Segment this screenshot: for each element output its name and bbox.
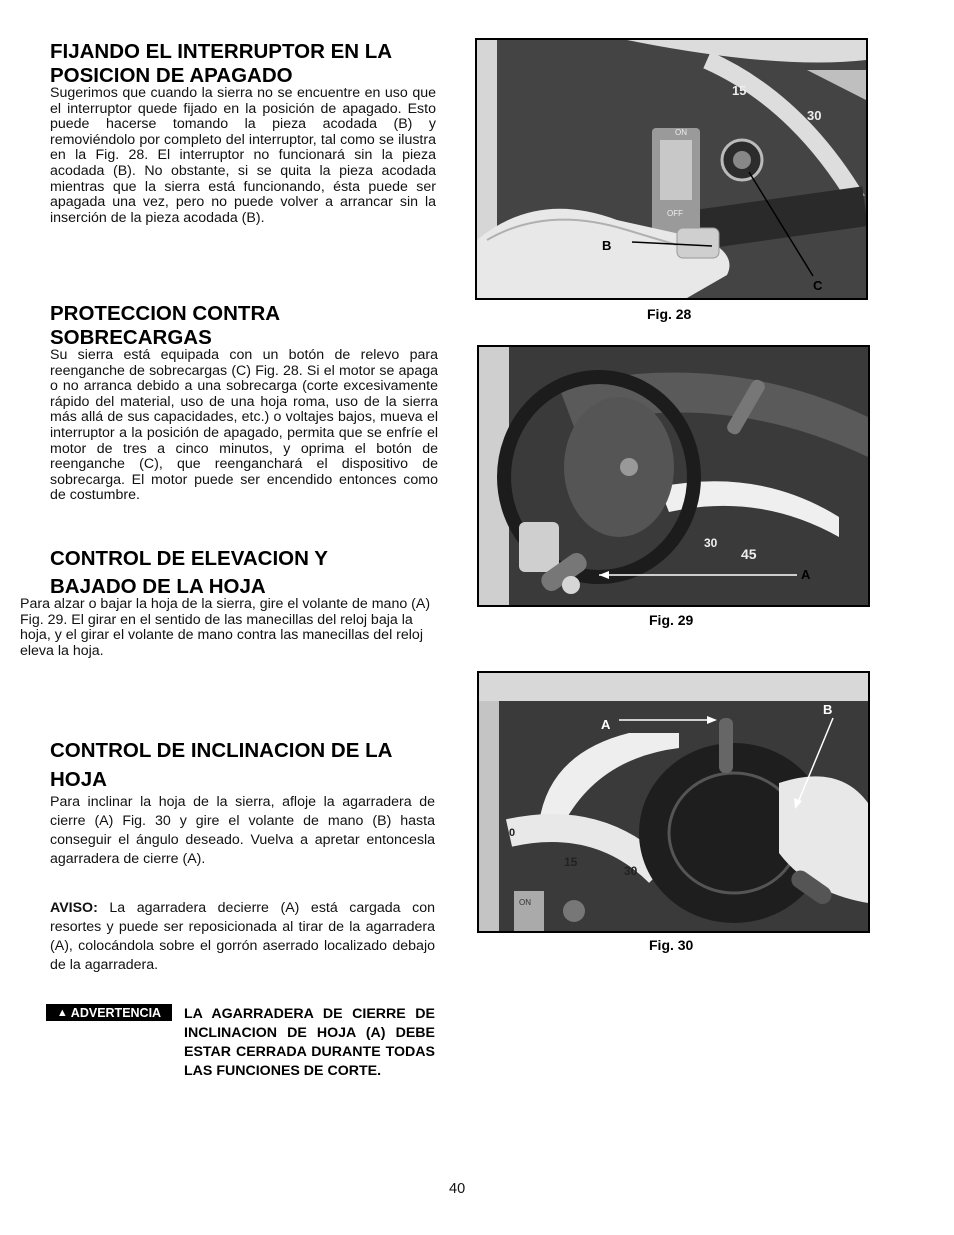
fig28-scale-30: 30 bbox=[807, 108, 822, 123]
heading-elevation-line2: BAJADO DE LA HOJA bbox=[50, 575, 266, 598]
paragraph-notice bbox=[50, 899, 435, 975]
fig29-scale-30: 30 bbox=[704, 536, 718, 550]
figure-30-photo bbox=[477, 671, 870, 933]
fig30-label-b: B bbox=[823, 702, 833, 717]
figure-28-photo bbox=[475, 38, 868, 300]
paragraph-switch-lock: Sugerimos que cuando la sierra no se encuentre en uso que el interruptor quede fijado en la posición de apagado. Esto puede hacerse tomando la pieza acodada (B) y removiéndolo por completo del interruptor, tal como se ilustra en la Fig. 28. El interruptor no funcionará sin la pieza acodada (B). No obstante, si se quita la pieza acodada mientras que la sierra está funcionando, ésta puede ser apagada una vez, pero no puede volver a arrancar sin la inserción de la pieza acodada (B). bbox=[50, 85, 436, 226]
heading-elevation-line1: CONTROL DE ELEVACION Y bbox=[50, 547, 328, 570]
fig28-switch-off-text: OFF bbox=[667, 209, 683, 218]
fig28-label-b: B bbox=[602, 238, 612, 253]
heading-switch-lock: FIJANDO EL INTERRUPTOR EN LA POSICION DE APAGADO bbox=[50, 40, 392, 87]
fig30-label-a: A bbox=[601, 717, 611, 732]
heading-bevel bbox=[50, 736, 440, 794]
fig30-switch-on-text: ON bbox=[519, 898, 531, 907]
fig30-scale-0: 0 bbox=[509, 827, 516, 839]
paragraph-bevel: Para inclinar la hoja de la sierra, afloje la agarradera de cierre (A) Fig. 30 y gire el volante de mano (B) hasta conseguir el ángulo deseado. Vuelva a apretar entoncesla agarradera de cierre (A). bbox=[50, 794, 435, 867]
fig30-scale-30: 30 bbox=[624, 864, 638, 878]
figure-28-caption: Fig. 28 bbox=[647, 306, 692, 322]
warning-text: LA AGARRADERA DE CIERRE DE INCLINACION DE HOJA (A) DEBE ESTAR CERRADA DURANTE TODAS LAS FUNCIONES DE CORTE. bbox=[184, 1006, 435, 1079]
heading-bevel-line2: HOJA bbox=[50, 768, 107, 791]
warning-badge bbox=[46, 1004, 172, 1021]
paragraph-elevation: Para alzar o bajar la hoja de la sierra, gire el volante de mano (A) Fig. 29. El girar en el sentido de las manecillas del reloj baja la hoja, y el girar el volante de mano contra las manecillas del reloj eleva la hoja. bbox=[20, 596, 431, 659]
fig28-scale-15: 15 bbox=[732, 83, 747, 98]
fig30-scale-15: 15 bbox=[564, 855, 578, 869]
notice-body: La agarradera decierre (A) está cargada con resortes y puede ser reposicionada al tirar de la agarradera (A), colocándola sobre el gorrón aserrado localizado debajo de la agarradera. bbox=[50, 900, 435, 973]
warning-triangle-icon: ▲ bbox=[56, 1006, 68, 1019]
figure-29-photo bbox=[477, 345, 870, 607]
notice-label: AVISO: bbox=[50, 900, 98, 916]
figure-29-caption: Fig. 29 bbox=[649, 612, 694, 628]
fig28-switch-on-text: ON bbox=[675, 128, 687, 137]
fig29-label-a: A bbox=[801, 567, 811, 582]
figure-30-caption: Fig. 30 bbox=[649, 937, 694, 953]
fig29-scale-45: 45 bbox=[741, 546, 757, 562]
fig28-label-c: C bbox=[813, 278, 823, 293]
paragraph-overload: Su sierra está equipada con un botón de relevo para reenganche de sobrecargas (C) Fig. 28. Si el motor se apaga o no arranca debido a una sobrecarga (corte excesivamente rápido del material, uso de una hoja roma, uso de la sierra más allá de sus capacidades, etc.) o voltajes bajos, mueva el interruptor a la posición de apagado, permita que se enfríe el motor de tres a cinco minutos, y oprima el botón de reenganche (C), que reenganchará el dispositivo de sobrecarga. El motor puede ser encendido entonces como de costumbre. bbox=[50, 347, 438, 504]
heading-bevel-line1: CONTROL DE INCLINACION DE LA bbox=[50, 739, 393, 762]
page-number: 40 bbox=[449, 1181, 466, 1197]
heading-overload: PROTECCION CONTRA SOBRECARGAS bbox=[50, 302, 280, 349]
heading-elevation bbox=[50, 545, 440, 601]
warning-badge-label: ADVERTENCIA bbox=[70, 1005, 162, 1020]
